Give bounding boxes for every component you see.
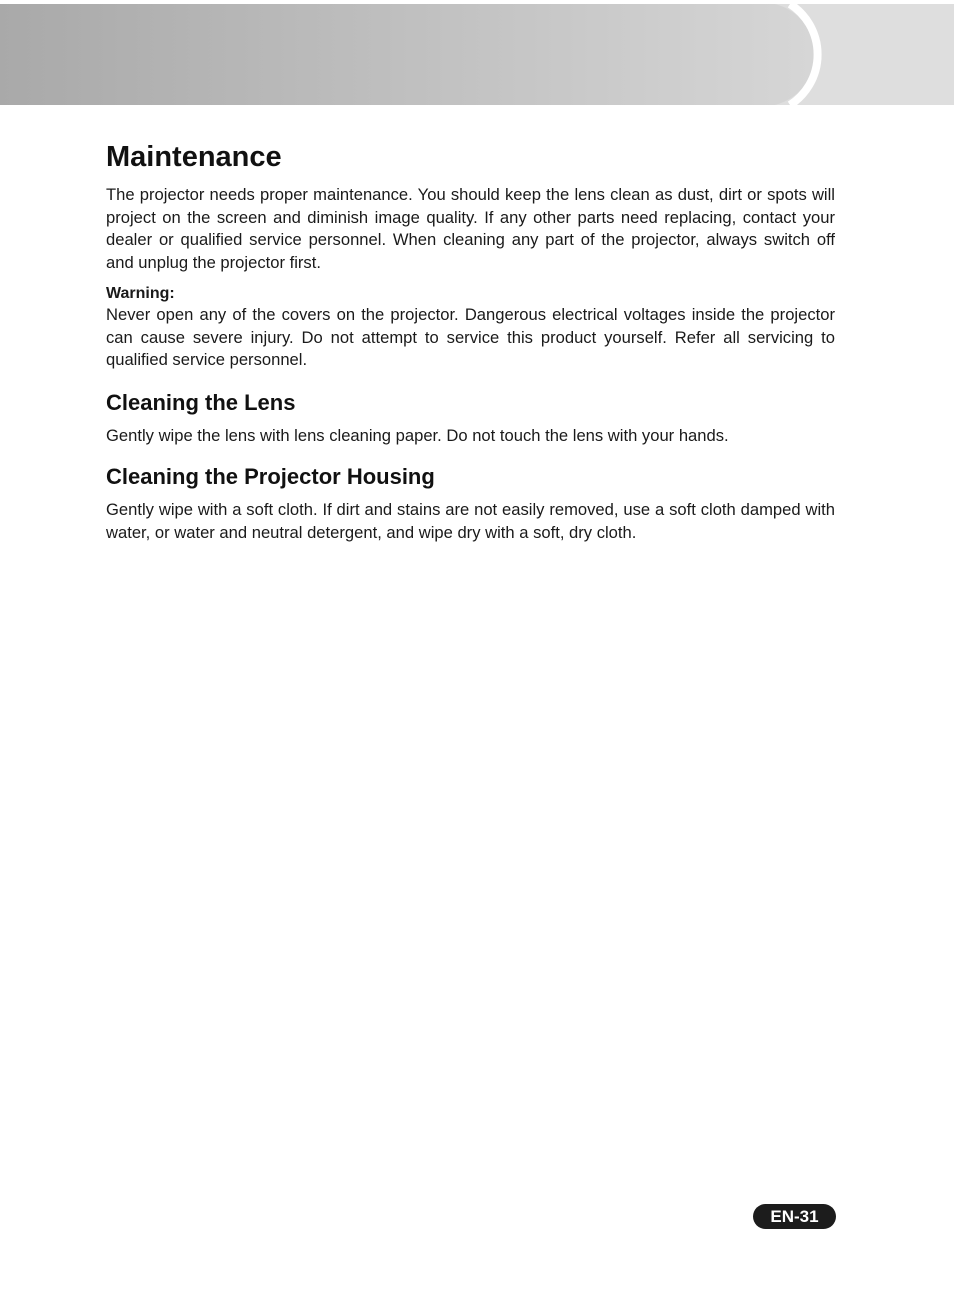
- intro-paragraph: The projector needs proper maintenance. You should keep the lens clean as dust, dirt or spots will project on the screen and diminish image quality. If any other parts need replacing, contact your dealer or qualified service personnel. When cleaning any part of the projector, always switch off and unplug the projector first.: [106, 185, 835, 272]
- section-text-lens: Gently wipe the lens with lens cleaning paper. Do not touch the lens with your hands.: [106, 425, 729, 445]
- header-banner: [0, 4, 954, 105]
- header-banner-graphic: [0, 4, 954, 105]
- warning-text: Never open any of the covers on the projector. Dangerous electrical voltages inside the projector can cause severe injury. Do not attempt to service this product yourself. Refer all servicing to qualified service personnel.: [106, 305, 835, 369]
- section-text-housing: Gently wipe with a soft cloth. If dirt and stains are not easily removed, use a soft cloth damped with water, or water and neutral detergent, and wipe dry with a soft, dry cloth.: [106, 500, 835, 542]
- section-heading-lens: Cleaning the Lens: [106, 389, 296, 415]
- page-title: Maintenance: [106, 141, 282, 173]
- page-number-badge: EN-31: [753, 1204, 836, 1229]
- warning-label: Warning:: [106, 285, 175, 302]
- section-heading-housing: Cleaning the Projector Housing: [106, 464, 435, 489]
- main-content: [106, 138, 835, 544]
